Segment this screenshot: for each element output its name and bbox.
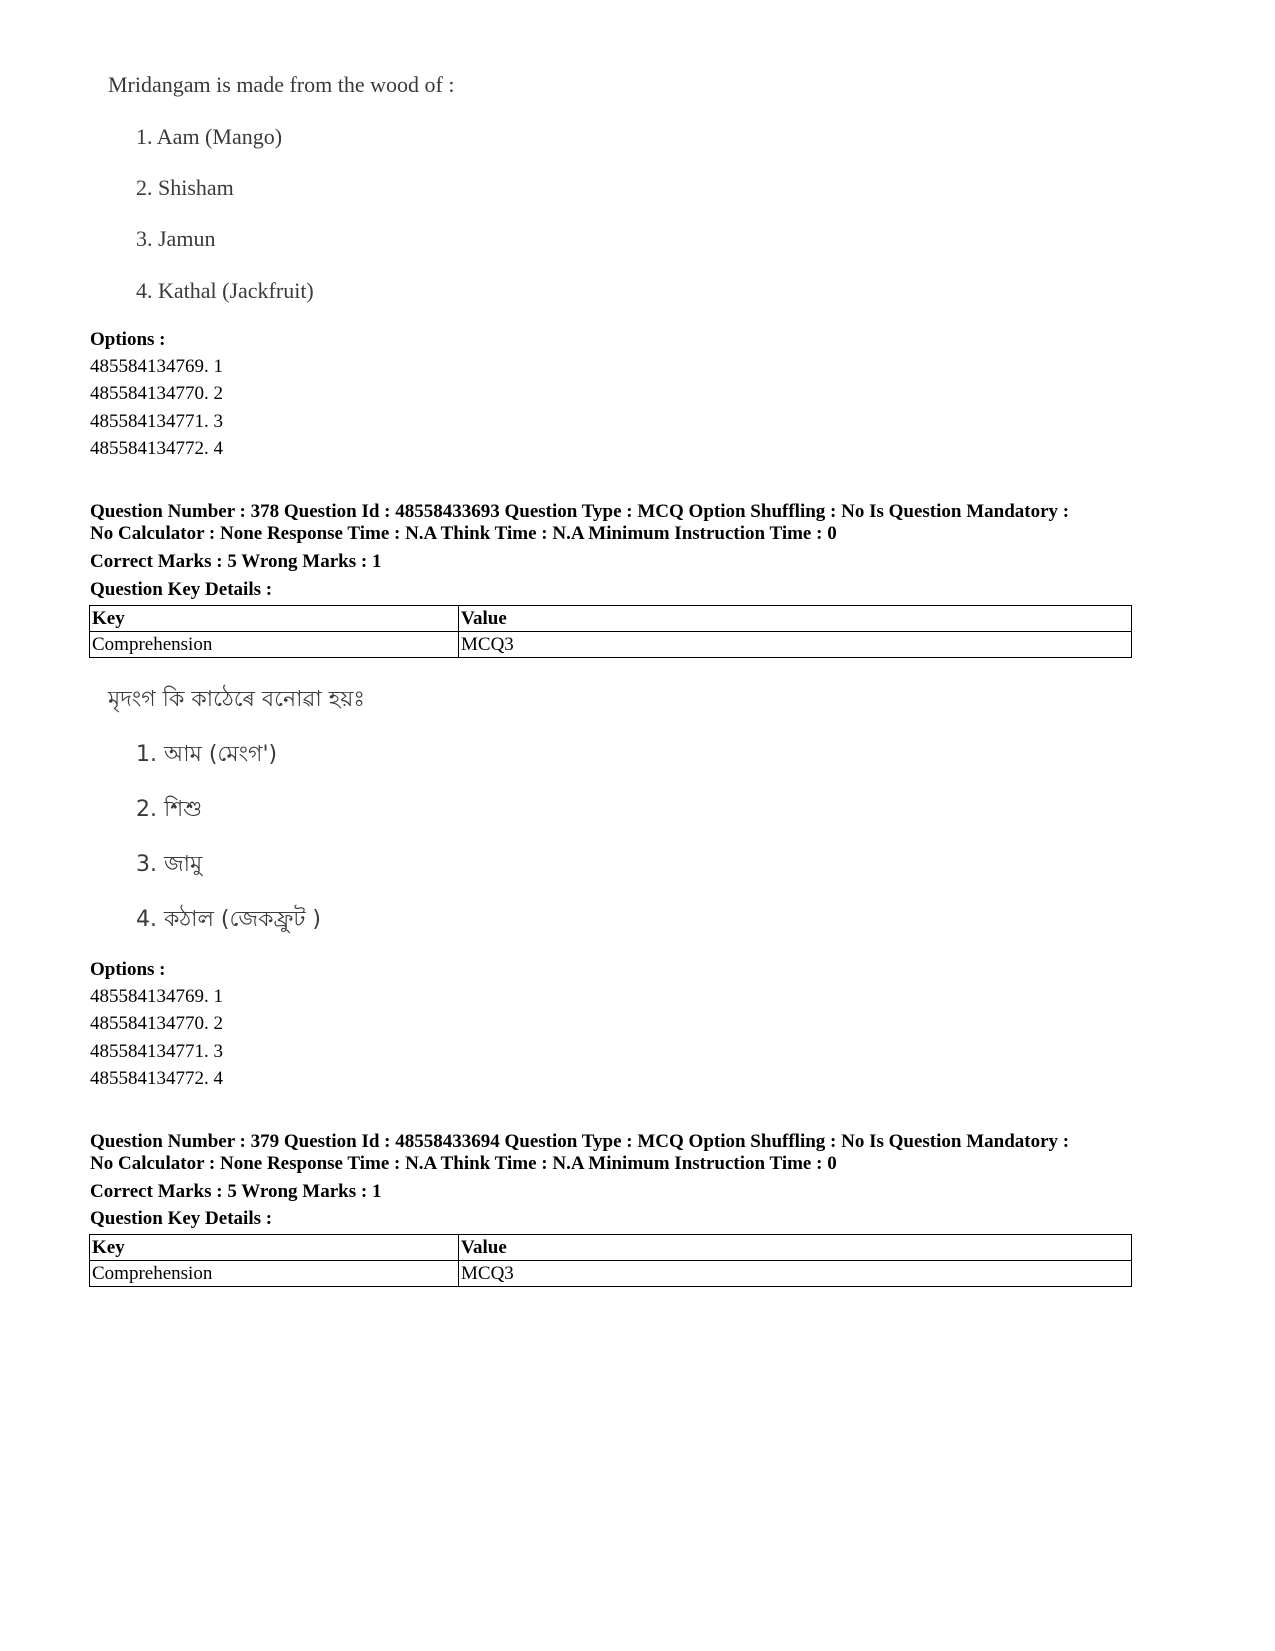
question-meta-line-2: No Calculator : None Response Time : N.A Think Time : N.A Minimum Instruction Time : 0 bbox=[90, 1153, 837, 1174]
question-option-1: 1. আম (মেংগ') bbox=[136, 742, 278, 767]
table-header-value: Value bbox=[459, 606, 1132, 632]
question-marks: Correct Marks : 5 Wrong Marks : 1 bbox=[90, 1181, 382, 1202]
question-option-2: 2. শিশু bbox=[136, 797, 203, 822]
table-header-key: Key bbox=[90, 606, 459, 632]
question-key-table bbox=[89, 1234, 1132, 1287]
option-id-3: 485584134771. 3 bbox=[90, 1041, 223, 1062]
question-key-details-heading: Question Key Details : bbox=[90, 579, 273, 600]
question-meta-line-2: No Calculator : None Response Time : N.A Think Time : N.A Minimum Instruction Time : 0 bbox=[90, 523, 837, 544]
table-header-key: Key bbox=[90, 1235, 459, 1261]
question-option-1: 1. Aam (Mango) bbox=[136, 124, 283, 149]
question-meta-line-1: Question Number : 379 Question Id : 48558433694 Question Type : MCQ Option Shuffling : No Is Question Mandatory : bbox=[90, 1131, 1070, 1152]
question-option-2: 2. Shisham bbox=[136, 175, 234, 200]
option-id-4: 485584134772. 4 bbox=[90, 1068, 223, 1089]
question-key-table bbox=[89, 605, 1132, 658]
option-id-2: 485584134770. 2 bbox=[90, 1013, 223, 1034]
question-option-4: 4. Kathal (Jackfruit) bbox=[136, 278, 314, 303]
option-id-1: 485584134769. 1 bbox=[90, 986, 223, 1007]
options-heading: Options : bbox=[90, 329, 166, 350]
table-row bbox=[90, 1261, 1132, 1287]
question-stem: Mridangam is made from the wood of : bbox=[108, 72, 455, 97]
option-id-4: 485584134772. 4 bbox=[90, 438, 223, 459]
question-marks: Correct Marks : 5 Wrong Marks : 1 bbox=[90, 551, 382, 572]
option-id-3: 485584134771. 3 bbox=[90, 411, 223, 432]
table-header-row bbox=[90, 606, 1132, 632]
question-option-3: 3. Jamun bbox=[136, 226, 216, 251]
question-stem: মৃদংগ কি কাঠেৰে বনোৱা হয়ঃ bbox=[108, 687, 366, 712]
option-id-2: 485584134770. 2 bbox=[90, 383, 223, 404]
table-cell-value: MCQ3 bbox=[459, 1261, 1132, 1287]
question-meta-line-1: Question Number : 378 Question Id : 48558433693 Question Type : MCQ Option Shuffling : No Is Question Mandatory : bbox=[90, 501, 1070, 522]
question-option-4: 4. কঠাল (জেকফ্রুট ) bbox=[136, 907, 321, 932]
table-header-value: Value bbox=[459, 1235, 1132, 1261]
option-id-1: 485584134769. 1 bbox=[90, 356, 223, 377]
table-cell-value: MCQ3 bbox=[459, 632, 1132, 658]
table-row bbox=[90, 632, 1132, 658]
table-cell-key: Comprehension bbox=[90, 632, 459, 658]
table-cell-key: Comprehension bbox=[90, 1261, 459, 1287]
question-key-details-heading: Question Key Details : bbox=[90, 1208, 273, 1229]
question-option-3: 3. জামু bbox=[136, 852, 203, 877]
options-heading: Options : bbox=[90, 959, 166, 980]
table-header-row bbox=[90, 1235, 1132, 1261]
